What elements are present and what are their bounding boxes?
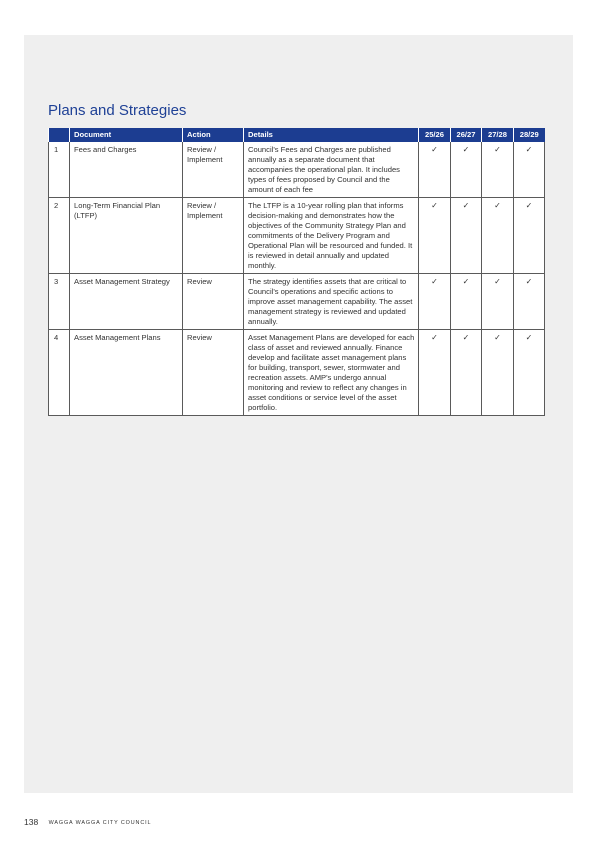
table-row [49,142,545,198]
check-icon: ✓ [419,198,451,274]
check-icon: ✓ [451,142,482,198]
row-document: Fees and Charges [70,142,183,198]
row-document: Asset Management Plans [70,330,183,416]
row-document: Asset Management Strategy [70,274,183,330]
row-action: Review [183,330,244,416]
table-row [49,330,545,416]
row-number: 2 [49,198,70,274]
table-row [49,274,545,330]
row-number: 1 [49,142,70,198]
page-footer [24,817,151,827]
header-year-28-29: 28/29 [514,128,545,142]
row-details: The strategy identifies assets that are critical to Council's operations and specific actions to improve asset management capability. The asset management strategy is reviewed and updated annually. [244,274,419,330]
row-document: Long-Term Financial Plan (LTFP) [70,198,183,274]
check-icon: ✓ [451,198,482,274]
header-year-25-26: 25/26 [419,128,451,142]
check-icon: ✓ [419,142,451,198]
check-icon: ✓ [482,198,514,274]
header-action: Action [183,128,244,142]
row-action: Review / Implement [183,198,244,274]
table-header-row [49,128,545,142]
header-number [49,128,70,142]
header-details: Details [244,128,419,142]
table-row [49,198,545,274]
check-icon: ✓ [451,330,482,416]
row-details: The LTFP is a 10-year rolling plan that informs decision-making and demonstrates how the objectives of the Community Strategy Plan and commitments of the Delivery Program and Operational Plan will be resourced and funded. It is reviewed in detail annually and updated monthly. [244,198,419,274]
header-year-26-27: 26/27 [451,128,482,142]
row-number: 4 [49,330,70,416]
check-icon: ✓ [451,274,482,330]
check-icon: ✓ [482,274,514,330]
check-icon: ✓ [514,330,545,416]
row-number: 3 [49,274,70,330]
header-year-27-28: 27/28 [482,128,514,142]
check-icon: ✓ [482,330,514,416]
row-action: Review / Implement [183,142,244,198]
row-details: Council's Fees and Charges are published annually as a separate document that accompanies the operational plan. It includes types of fees proposed by Council and the amount of each fee [244,142,419,198]
page-number: 138 [24,817,39,827]
check-icon: ✓ [514,198,545,274]
organization-name: WAGGA WAGGA CITY COUNCIL [48,820,152,826]
row-details: Asset Management Plans are developed for each class of asset and reviewed annually. Finance develop and facilitate asset management plans for building, transport, sewer, stormwater and recreation assets. AMP's undergo annual monitoring and review to reflect any changes in asset conditions or service level of the asset portfolio. [244,330,419,416]
header-document: Document [70,128,183,142]
plans-table [48,128,545,416]
check-icon: ✓ [419,274,451,330]
check-icon: ✓ [482,142,514,198]
row-action: Review [183,274,244,330]
check-icon: ✓ [419,330,451,416]
check-icon: ✓ [514,274,545,330]
check-icon: ✓ [514,142,545,198]
section-title: Plans and Strategies [48,102,187,119]
